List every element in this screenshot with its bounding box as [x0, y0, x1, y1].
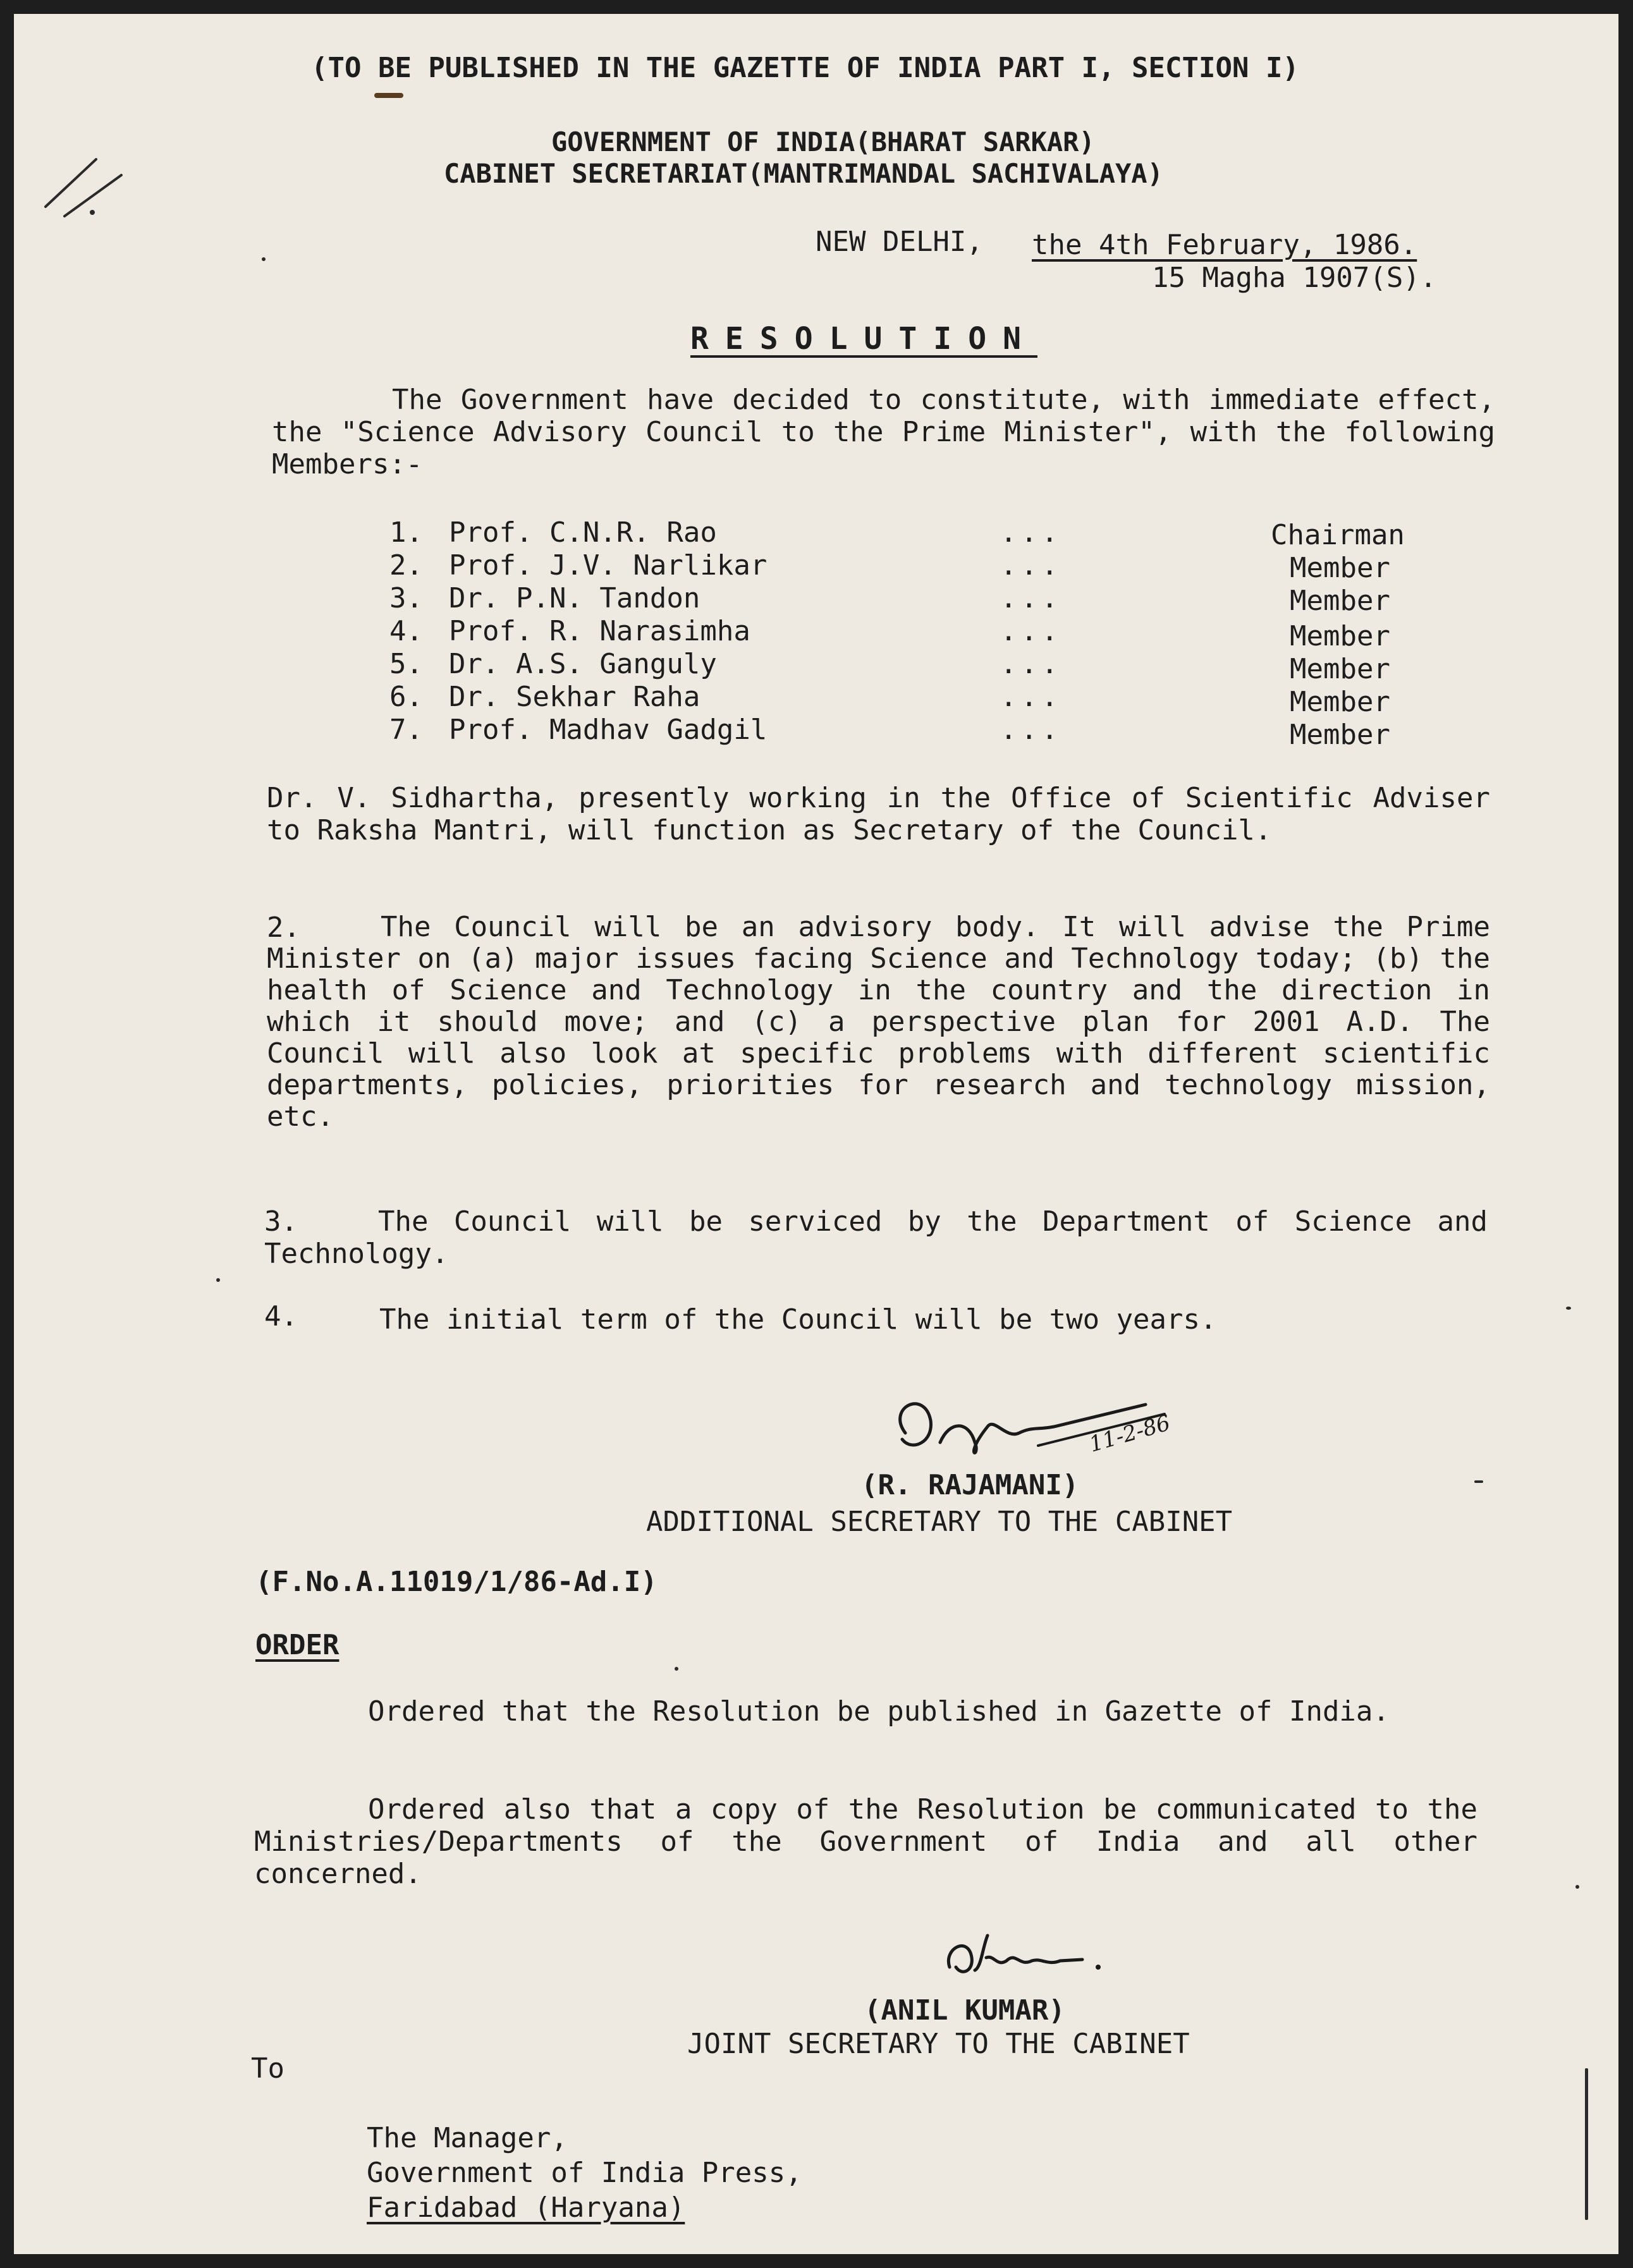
secretariat-line: CABINET SECRETARIAT(MANTRIMANDAL SACHIVALAYA) — [444, 158, 1163, 189]
signatory1-title: ADDITIONAL SECRETARY TO THE CABINET — [646, 1506, 1233, 1538]
anil-kumar-signature — [937, 1923, 1127, 1992]
address-line-1: The Manager, — [367, 2122, 568, 2154]
order-text-2: Ordered also that a copy of the Resolution be communicated to the Ministries/Departments of the Government of India and all other concerned. — [254, 1793, 1477, 1890]
signature-date: 11-2-86 — [1086, 1410, 1173, 1458]
secretary-text: Dr. V. Sidhartha, presently working in the Office of Scientific Adviser to Raksha Mantri, will function as Secretary of the Council. — [267, 782, 1490, 846]
para2-text: The Council will be an advisory body. It will advise the Prime Minister on (a) major issues facing Science and Technology today; (b) the health of Science and Technology in the country and the direction in which it should move; and (c) a perspective plan for 2001 A.D. The Council will also look at specific problems with different scientific departments, policies, priorities for research and technology mission, etc. — [267, 911, 1490, 1133]
member-dots: ... — [1000, 714, 1062, 746]
member-role: Member — [1290, 719, 1390, 751]
govt-line: GOVERNMENT OF INDIA(BHARAT SARKAR) — [551, 126, 1095, 157]
member-role: Member — [1290, 585, 1390, 617]
speck — [1474, 1480, 1483, 1483]
member-row — [14, 615, 1618, 652]
address-line-3: Faridabad (Haryana) — [367, 2192, 685, 2224]
member-name: Prof. R. Narasimha — [449, 615, 750, 647]
member-name: Dr. Sekhar Raha — [449, 681, 700, 713]
para2-number: 2. — [267, 911, 300, 944]
member-role: Member — [1290, 686, 1390, 718]
signatory2-name: (ANIL KUMAR) — [864, 1994, 1065, 2027]
member-role: Chairman — [1271, 519, 1405, 551]
document-page — [14, 14, 1618, 2254]
gazette-header: (TO BE PUBLISHED IN THE GAZETTE OF INDIA PART I, SECTION I) — [311, 52, 1299, 84]
rajamani-signature — [880, 1382, 1209, 1484]
file-number: (F.No.A.11019/1/86-Ad.I) — [255, 1566, 657, 1598]
member-number: 2. — [389, 549, 423, 582]
date: the 4th February, 1986. — [1032, 229, 1417, 261]
margin-pen-marks — [39, 147, 128, 223]
member-role: Member — [1290, 653, 1390, 685]
members-list — [14, 516, 1618, 763]
speck — [1585, 2068, 1588, 2220]
para2 — [267, 911, 1490, 1133]
place: NEW DELHI, — [816, 226, 983, 258]
order-heading: ORDER — [255, 1629, 339, 1661]
member-number: 4. — [389, 615, 423, 647]
address-line-2: Government of India Press, — [367, 2157, 802, 2189]
member-row — [14, 549, 1618, 582]
speck — [90, 210, 95, 215]
signatory1-name: (R. RAJAMANI) — [861, 1469, 1079, 1501]
speck — [1566, 1307, 1571, 1310]
order-text-1: Ordered that the Resolution be published in Gazette of India. — [368, 1695, 1390, 1728]
speck — [262, 257, 266, 261]
para3-text: The Council will be serviced by the Department of Science and Technology. — [264, 1205, 1488, 1270]
member-name: Prof. J.V. Narlikar — [449, 549, 768, 582]
saka-date: 15 Magha 1907(S). — [1152, 262, 1437, 294]
member-row — [14, 681, 1618, 718]
member-role: Member — [1290, 620, 1390, 652]
member-name: Prof. C.N.R. Rao — [449, 516, 717, 549]
member-number: 3. — [389, 582, 423, 614]
secretary-paragraph — [267, 782, 1490, 846]
member-dots: ... — [1000, 615, 1062, 647]
member-row — [14, 714, 1618, 751]
signatory2-title: JOINT SECRETARY TO THE CABINET — [687, 2028, 1190, 2060]
speck — [1575, 1885, 1579, 1889]
member-role: Member — [1290, 552, 1390, 584]
order-paragraph-1 — [254, 1695, 1477, 1728]
member-dots: ... — [1000, 549, 1062, 582]
member-row — [14, 582, 1618, 615]
member-name: Prof. Madhav Gadgil — [449, 714, 768, 746]
member-dots: ... — [1000, 648, 1062, 680]
intro-text: The Government have decided to constitute, with immediate effect, the "Science Advisory Council to the Prime Minister", with the following Members:- — [272, 384, 1495, 480]
speck — [374, 93, 403, 98]
member-name: Dr. P.N. Tandon — [449, 582, 700, 614]
speck — [216, 1278, 220, 1282]
para4: The initial term of the Council will be two years. — [379, 1303, 1217, 1336]
member-number: 5. — [389, 648, 423, 680]
document-title: RESOLUTION — [690, 321, 1037, 357]
member-number: 6. — [389, 681, 423, 713]
member-name: Dr. A.S. Ganguly — [449, 648, 717, 680]
intro-paragraph — [272, 384, 1495, 480]
member-row — [14, 648, 1618, 685]
to-label: To — [251, 2052, 284, 2085]
member-row — [14, 516, 1618, 549]
member-dots: ... — [1000, 582, 1062, 614]
speck — [675, 1667, 678, 1671]
order-paragraph-2 — [254, 1793, 1477, 1890]
member-dots: ... — [1000, 681, 1062, 713]
para3 — [264, 1205, 1488, 1270]
member-number: 7. — [389, 714, 423, 746]
member-number: 1. — [389, 516, 423, 549]
member-dots: ... — [1000, 516, 1062, 549]
para4-number: 4. — [264, 1300, 298, 1332]
para3-number: 3. — [264, 1205, 298, 1238]
